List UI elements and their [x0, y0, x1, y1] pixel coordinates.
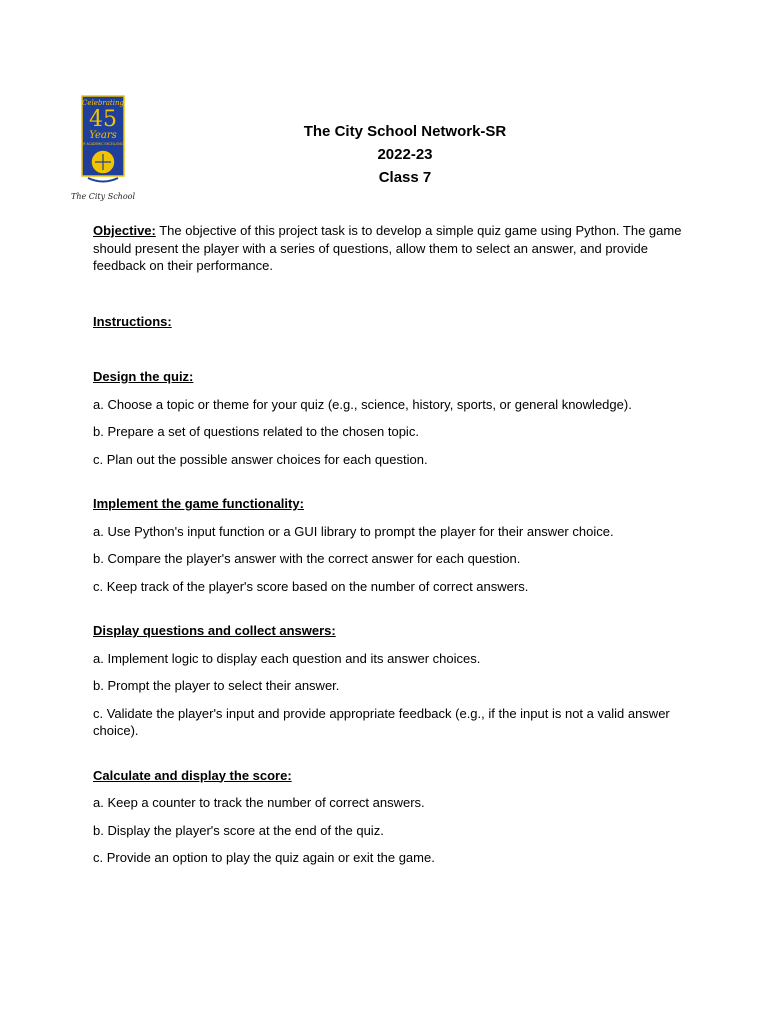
list-item: b. Display the player's score at the end of the quiz. — [93, 822, 384, 838]
list-item: b. Prompt the player to select their answer. — [93, 678, 340, 693]
list-item: a. Keep a counter to track the number of correct answers. — [93, 795, 425, 810]
logo-number: 45 — [89, 107, 117, 132]
list-item: c. Validate the player's input and provide appropriate feedback (e.g., if the input is not a valid answer choice). — [93, 705, 670, 738]
logo-tagline: OF ACADEMIC EXCELLENCE — [81, 142, 125, 146]
objective-label: Objective: — [93, 223, 156, 238]
list-item: b. Compare the player's answer with the correct answer for each question. — [93, 551, 521, 566]
list-item: c. Plan out the possible answer choices for each question. — [93, 451, 428, 467]
logo-caption: The City School — [70, 192, 136, 201]
section-display-questions — [93, 622, 683, 740]
list-item: c. Keep track of the player's score based on the number of correct answers. — [93, 578, 529, 594]
section-heading — [93, 495, 683, 513]
section-design-quiz — [93, 368, 683, 468]
section-game-functionality — [93, 495, 683, 595]
document-header — [250, 120, 560, 189]
academic-year: 2022-23 — [377, 146, 433, 163]
logo-years: Years — [89, 130, 117, 141]
logo-script-text: Celebrating — [82, 99, 124, 107]
list-item: a. Use Python's input function or a GUI library to prompt the player for their answer choice. — [93, 523, 614, 539]
section-calculate-score — [93, 767, 683, 867]
list-item: a. Implement logic to display each question and its answer choices. — [93, 650, 481, 666]
school-name: The City School Network-SR — [303, 123, 507, 140]
school-logo-graphic — [68, 92, 142, 204]
objective-paragraph — [93, 222, 683, 275]
list-item: a. Choose a topic or theme for your quiz (e.g., science, history, sports, or general knowledge). — [93, 396, 632, 412]
list-item: c. Provide an option to play the quiz again or exit the game. — [93, 850, 435, 865]
instructions-heading — [93, 313, 683, 331]
section-heading — [93, 767, 683, 785]
list-item: b. Prepare a set of questions related to the chosen topic. — [93, 424, 419, 439]
document-body — [93, 222, 683, 877]
section-heading-text: Calculate and display the score: — [93, 767, 292, 783]
logo-ribbon — [88, 178, 118, 182]
section-heading-text: Design the quiz: — [93, 369, 194, 384]
section-heading — [93, 368, 683, 386]
section-heading-text: Display questions and collect answers: — [93, 623, 336, 638]
section-heading-text: Implement the game functionality: — [93, 496, 304, 511]
instructions-heading-text: Instructions: — [93, 313, 172, 329]
school-logo — [68, 92, 142, 204]
section-heading — [93, 622, 683, 640]
objective-text: The objective of this project task is to develop a simple quiz game using Python. The game should present the player with a series of questions, allow them to select an answer, and provide feedback on their performance. — [93, 223, 682, 273]
class-label: Class 7 — [378, 169, 432, 186]
